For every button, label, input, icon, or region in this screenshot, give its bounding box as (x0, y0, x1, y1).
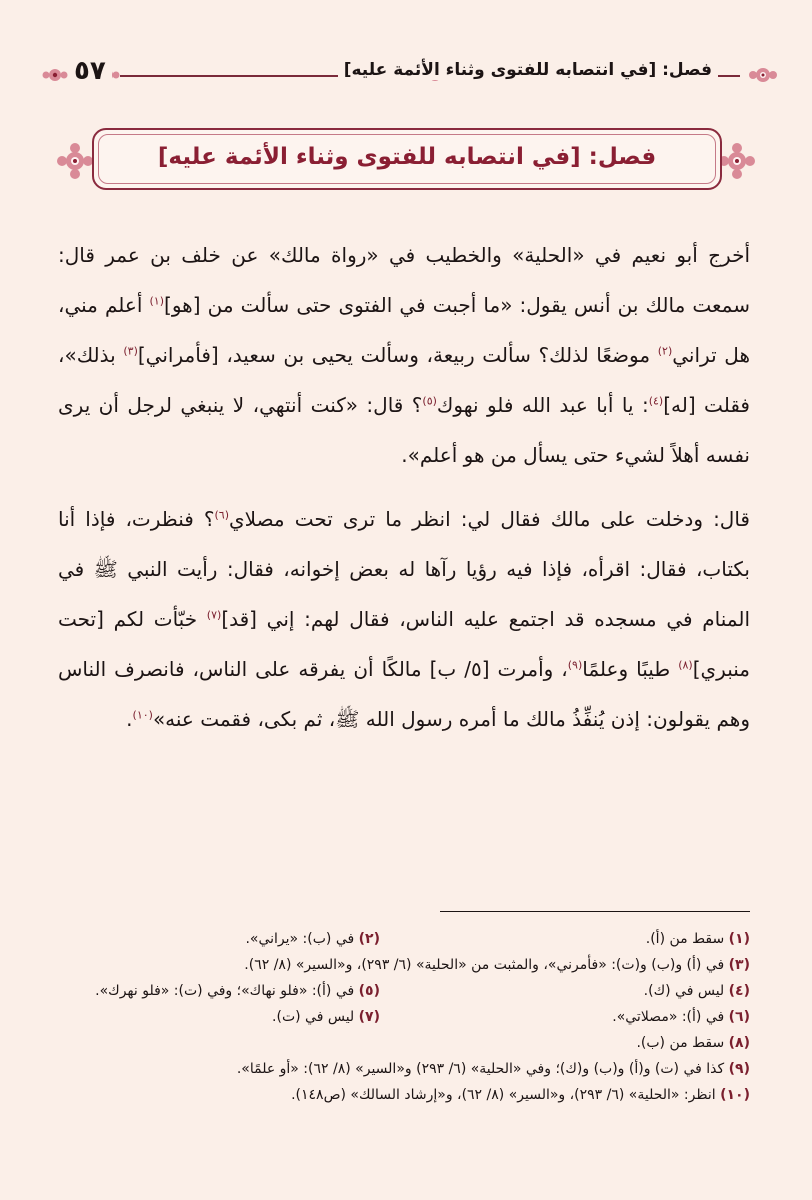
footnote-text: سقط من (أ). (645, 931, 725, 947)
footnote-6 (612, 1004, 750, 1030)
footnote-text: ليس في (ك). (643, 983, 725, 999)
running-header (40, 58, 780, 94)
text-segment: طيبًا وعلمًا (582, 657, 679, 681)
header-rule-left (120, 75, 345, 77)
footnote-9 (237, 1056, 750, 1082)
text-segment: . (126, 707, 133, 731)
footnote-ref[interactable]: (٨) (678, 658, 693, 672)
section-title: فصل: [في انتصابه للفتوى وثناء الأئمة عليه] (157, 144, 657, 170)
footnote-number: (٨) (728, 1035, 750, 1051)
footnote-row (58, 1030, 750, 1056)
running-title: فصل: [في انتصابه للفتوى وثناء الأئمة عليه] (338, 60, 718, 80)
footnote-ref[interactable]: (٤) (648, 394, 664, 408)
text-segment: قال: ودخلت على مالك فقال لي: انظر ما ترى تحت مصلاي (229, 507, 750, 531)
text-segment: موضعًا لذلك؟ سألت ربيعة، وسألت يحيى بن سعيد، [فأمراني] (137, 343, 658, 367)
footnote-number: (١٠) (720, 1087, 750, 1103)
text-segment: خبّأت لكم [تحت منبري] (58, 607, 750, 681)
footnote-text: في (أ) و(ب) و(ت): «فأمرني»، والمثبت من «الحلية» (٦/ ٢٩٣)، و«السير» (٨/ ٦٢). (244, 957, 725, 973)
body-text (58, 230, 750, 744)
footnote-ref[interactable]: (٥) (422, 394, 437, 408)
text-segment: : يا أبا عبد الله فلو نهوك (436, 393, 649, 417)
text-segment: ، وأمرت [٥/ ب] مالكًا أن يفرقه على الناس، فانصرف الناس وهم يقولون: إذن يُنفِّذُ مالك ما أمره رسول الله ﷺ، ثم بكى، فقمت عنه» (58, 657, 750, 731)
footnote-text: ليس في (ت). (272, 1009, 355, 1025)
footnote-text: انظر: «الحلية» (٦/ ٢٩٣)، و«السير» (٨/ ٦٢)، و«إرشاد السالك» (ص١٤٨). (291, 1087, 716, 1103)
footnote-8 (636, 1030, 750, 1056)
footnote-text: كذا في (ت) و(أ) و(ب) و(ك)؛ وفي «الحلية» (٦/ ٢٩٣) و«السير» (٨/ ٦٢): «أو علمًا». (236, 1061, 725, 1077)
footnote-row (58, 926, 750, 952)
footnote-separator (440, 911, 750, 912)
footnote-number: (٧) (358, 1009, 380, 1025)
flower-ornament-icon (40, 62, 70, 88)
footnote-row (58, 1004, 750, 1030)
footnote-1 (646, 926, 750, 952)
text-segment: ؟ قال: «كنت أنتهي، لا ينبغي لرجل أن يرى نفسه أهلاً لشيء حتى يسأل من هو أعلم». (58, 393, 750, 467)
footnote-10 (291, 1082, 750, 1108)
footnote-text: في (أ): «مصلاتي». (612, 1009, 725, 1025)
paragraph-1 (58, 230, 750, 480)
text-segment: ؟ فنظرت، فإذا أنا بكتاب، فقال: اقرأه، فإذا فيه رؤيا رآها له بعض إخوانه، فقال: رأيت النبي ﷺ في المنام في مسجده قد اجتمع عليه الناس، فقال لهم: إني [قد] (58, 507, 750, 631)
footnote-row (58, 1082, 750, 1108)
footnote-text: سقط من (ب). (636, 1035, 725, 1051)
footnote-ref[interactable]: (٧) (206, 608, 222, 622)
footnote-4 (644, 978, 750, 1004)
footnote-ref[interactable]: (١٠) (132, 708, 153, 722)
footnotes (58, 926, 750, 1108)
paragraph-2 (58, 494, 750, 744)
footnote-number: (٥) (358, 983, 380, 999)
footnote-3 (244, 952, 750, 978)
footnote-number: (٣) (728, 957, 750, 973)
footnote-number: (١) (728, 931, 750, 947)
footnote-ref[interactable]: (١) (149, 294, 165, 308)
footnote-ref[interactable]: (٢) (657, 344, 673, 358)
footnote-ref[interactable]: (٦) (214, 508, 229, 522)
footnote-text: في (ب): «يراني». (245, 931, 355, 947)
footnote-text: في (أ): «فلو نهاك»؛ وفي (ت): «فلو نهرك». (95, 983, 355, 999)
footnote-5 (95, 978, 380, 1004)
text-segment: بذلك»، فقلت [له] (58, 343, 750, 417)
footnote-row (58, 978, 750, 1004)
footnote-row (58, 1056, 750, 1082)
footnote-2 (245, 926, 380, 952)
footnote-row (58, 952, 750, 978)
footnote-number: (٤) (728, 983, 750, 999)
section-title-frame (92, 128, 722, 190)
text-segment: أعلم مني، هل تراني (58, 293, 750, 367)
footnote-number: (٩) (728, 1061, 750, 1077)
text-segment: أخرج أبو نعيم في «الحلية» والخطيب في «رواة مالك» عن خلف بن عمر قال: سمعت مالك بن أنس يقول: «ما أجبت في الفتوى حتى سألت من [هو] (58, 243, 750, 317)
flower-ornament-icon (746, 60, 780, 90)
footnote-ref[interactable]: (٣) (123, 344, 138, 358)
page-number: ٥٧ (68, 56, 112, 86)
footnote-number: (٦) (728, 1009, 750, 1025)
footnote-7 (272, 1004, 380, 1030)
footnote-number: (٢) (358, 931, 380, 947)
footnote-ref[interactable]: (٩) (567, 658, 583, 672)
